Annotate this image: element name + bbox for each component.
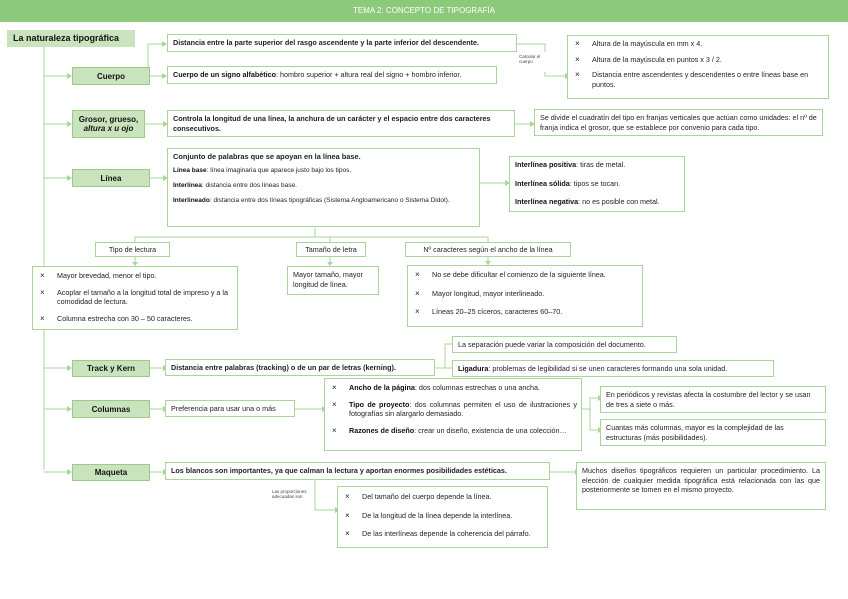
cuerpo-calc-box	[567, 35, 829, 99]
columnas-box	[324, 378, 582, 451]
node-track-kern: Track y Kern	[72, 360, 150, 377]
columnas-definition: Preferencia para usar una o más	[165, 400, 295, 417]
factor-tipo-lectura: Tipo de lectura	[95, 242, 170, 257]
linea-item: Interlineado: distancia entre dos líneas tipográficas (Sistema Angloamericano o Sistema Didot).	[173, 196, 450, 204]
maqueta-proporciones-box	[337, 486, 548, 548]
maqueta-item: × Del tamaño del cuerpo depende la línea.	[342, 492, 543, 502]
track-note-ligadura: Ligadura: problemas de legibilidad si se unen caracteres formando una sola unidad.	[452, 360, 774, 377]
tamano-box: Mayor tamaño, mayor longitud de línea.	[287, 266, 379, 295]
caracteres-item: × Mayor longitud, mayor interlineado.	[412, 289, 638, 299]
linea-box	[167, 148, 480, 227]
page-header: TEMA 2: CONCEPTO DE TIPOGRAFÍA	[0, 0, 848, 22]
interlinea-box	[509, 156, 685, 212]
interlinea-item: Interlínea sólida: tipos se tocan.	[515, 178, 621, 188]
interlinea-item: Interlínea negativa: no es posible con metal.	[515, 197, 660, 206]
interlinea-item: Interlínea positiva: tiras de metal.	[515, 160, 626, 169]
columnas-note-complejidad: Cuantas más columnas, mayor es la complejidad de las estructuras (más posibilidades).	[600, 419, 826, 446]
columnas-item: × Tipo de proyecto: dos columnas permiten el uso de ilustraciones y fotografías sin alargarlo demasiado.	[329, 400, 577, 419]
grosor-detail: Se divide el cuadratín del tipo en franjas verticales que actúan como unidades: el nº de franja indica el grosor, que se establece por convenio para cada tipo.	[534, 109, 823, 136]
root-node: La naturaleza tipográfica	[7, 30, 135, 47]
node-cuerpo: Cuerpo	[72, 67, 150, 85]
maqueta-definition: Los blancos son importantes, ya que calman la lectura y aportan enormes posibilidades estéticas.	[165, 462, 550, 480]
caracteres-box	[407, 265, 643, 327]
tipo-item: × Acoplar el tamaño a la longitud total de impreso y a la comodidad de lectura.	[37, 288, 233, 307]
caracteres-item: × Líneas 20–25 cíceros, caracteres 60–70.	[412, 307, 638, 317]
maqueta-item: × De las interlíneas depende la coherencia del párrafo.	[342, 529, 543, 539]
tipo-lectura-box	[32, 266, 238, 330]
linea-title: Conjunto de palabras que se apoyan en la línea base.	[173, 152, 361, 161]
track-note-separacion: La separación puede variar la composición del documento.	[452, 336, 677, 353]
calc-item: × Altura de la mayúscula en mm x 4.	[572, 39, 824, 49]
maqueta-side-label: Las proporciones adecuadas son	[272, 489, 307, 499]
grosor-definition: Controla la longitud de una línea, la anchura de un carácter y el espacio entre dos caracteres consecutivos.	[167, 110, 515, 137]
node-linea: Línea	[72, 169, 150, 187]
cuerpo-side-label: Calcular el cuerpo	[519, 54, 541, 64]
cuerpo-definition: Distancia entre la parte superior del rasgo ascendente y la parte inferior del descendente.	[167, 34, 517, 52]
tipo-item: × Columna estrecha con 30 – 50 caracteres.	[37, 314, 233, 324]
maqueta-item: × De la longitud de la línea depende la interlínea.	[342, 511, 543, 521]
factor-caracteres: Nº caracteres según el ancho de la línea	[405, 242, 571, 257]
node-columnas: Columnas	[72, 400, 150, 418]
linea-item: Línea base: línea imaginaria que aparece justo bajo los tipos.	[173, 166, 352, 174]
cuerpo-signo-alfabetico: Cuerpo de un signo alfabético: hombro superior + altura real del signo + hombro inferior.	[167, 66, 497, 84]
node-maqueta: Maqueta	[72, 464, 150, 481]
columnas-item: × Razones de diseño: crear un diseño, existencia de una colección…	[329, 426, 577, 436]
tipo-item: × Mayor brevedad, menor el tipo.	[37, 271, 233, 281]
factor-tamano-letra: Tamaño de letra	[296, 242, 366, 257]
calc-item: × Altura de la mayúscula en puntos x 3 / 2.	[572, 55, 824, 65]
columnas-note-periodicos: En periódicos y revistas afecta la costumbre del lector y se usan de tres a siete o más.	[600, 386, 826, 413]
caracteres-item: × No se debe dificultar el comienzo de la siguiente línea.	[412, 270, 638, 280]
track-definition: Distancia entre palabras (tracking) o de un par de letras (kerning).	[165, 359, 435, 376]
calc-item: × Distancia entre ascendentes y descendentes o entre líneas base en puntos.	[572, 70, 824, 89]
linea-item: Interlínea: distancia entre dos líneas base.	[173, 181, 297, 189]
node-grosor: Grosor, grueso, altura x u ojo	[72, 110, 145, 138]
maqueta-note: Muchos diseños tipográficos requieren un particular procedimiento. La elección de cualquier medida tipográfica está relacionada con las que posteriormente se tomen en el mismo proyecto.	[576, 462, 826, 510]
columnas-item: × Ancho de la página: dos columnas estrechas o una ancha.	[329, 383, 577, 393]
